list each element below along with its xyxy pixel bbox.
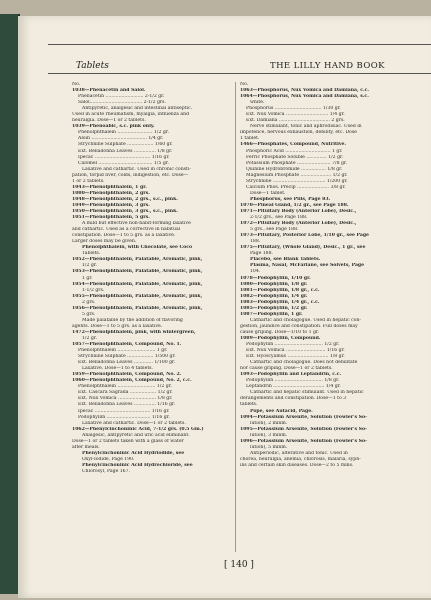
text-line: tablets. <box>240 402 258 408</box>
text-line: 1059—Phenolphthalein, Compound, No. 2. <box>72 372 182 378</box>
text-line: Tablets. <box>82 251 101 257</box>
text-line: Ext. Damiana ................................... 2 grs. <box>246 118 345 124</box>
text-line: Dose—1 or 2 tablets taken with a glass of water <box>72 438 184 444</box>
text-line: 1057—Phenolphthalein, Compound, No. 1. <box>72 342 182 348</box>
text-line: Page 188. <box>250 251 273 257</box>
text-line: No. <box>72 82 81 87</box>
text-line: Phenylcinchoninic Acid Hydrochloride, see <box>82 462 193 468</box>
text-line: Phosphoric Acid ............................... 1 gr. <box>246 148 343 154</box>
text-line: after meals. <box>72 444 100 450</box>
text-line: 1054—Phenolphthalein, Palatable, Aromatic, pink, <box>72 281 203 287</box>
text-line: 104. <box>250 269 261 275</box>
text-line: 1093—Podophyllin and Leptandrin, c.c. <box>240 372 342 378</box>
text-line: 1087—Podophyllin, 1 gr. <box>240 311 303 317</box>
text-line: lution), 5 minm. <box>250 444 288 450</box>
text-line: Dose—1 tablet. <box>250 190 286 196</box>
text-line: and cathartic. Used as a corrective in habitual <box>72 227 181 233</box>
text-line: Salol.................................... 2-1/2 grs. <box>78 100 166 106</box>
text-line: agents. Dose—1 to 5 grs. as a laxative. <box>72 323 163 329</box>
text-line: Antipyretic, analgesic and intestinal antiseptic. <box>82 106 193 112</box>
text-line: 1096—Potassium Arsenite, Solution (Fowler's So- <box>240 438 367 444</box>
text-line: 1085—Podophyllin, 1/2 gr. <box>240 305 308 311</box>
text-line: Ext. Hyoscyamus ............................ 1/8 gr. <box>246 354 345 360</box>
text-line: constipation. Dose—1 to 5 grs. as a laxative. <box>72 233 176 239</box>
text-line: pation, torpid liver, colds, indigestion, etc. Dose— <box>72 172 189 178</box>
text-line: 1 gr. <box>82 275 93 281</box>
text-line: Strychnine .................................... 1/200 gr. <box>246 178 348 184</box>
text-line: Analgesic, antipyretic and uric acid eliminant. <box>82 432 190 438</box>
text-line: 1078—Podophyllin, 1/10 gr. <box>240 275 311 281</box>
text-line: Chlorosyl, Page 167. <box>82 469 130 474</box>
text-line: 2-1/2 grs., see Page 188. <box>250 215 308 221</box>
text-line: 1053—Phenolphthalein, Palatable, Aromatic, pink, <box>72 269 203 275</box>
text-line: Cathartic and hepatic stimulant. Used in hepatic <box>250 390 364 396</box>
text-line: 1072—Pituitary Body (Anterior Lobe), Desic., <box>240 221 357 227</box>
text-line: 1089—Podophyllin, Compound. <box>240 335 321 341</box>
text-line: white. <box>250 100 265 106</box>
header-rule-top <box>48 44 431 45</box>
text-line: 5 grs., see Page 188. <box>250 227 299 233</box>
text-line: neuralgia. Dose—1 or 2 tablets. <box>72 118 146 124</box>
column-divider <box>235 82 236 552</box>
text-line: 1064—Phosphorus, Nux Vomica and Damiana, s.c. <box>240 94 369 100</box>
text-line: Ext. Nux Vomica ........................... 1/16 gr. <box>246 348 345 354</box>
text-line: 1073—Pituitary, Posterior Lobe, 1/10 gr., see Page <box>240 233 369 239</box>
text-line: 1038—Phenacetin and Salol. <box>72 88 146 94</box>
text-line: 1-1/2 grs. <box>82 287 105 293</box>
text-line: 1075—Pituitary, (Whole Gland), Desic., 1 gr., see <box>240 245 366 251</box>
text-line: 1466—Phosphates, Compound, Nutritive. <box>240 142 347 148</box>
text-line: 1052—Phenolphthalein, Palatable, Aromatic, pink, <box>72 257 203 263</box>
text-line: 188. <box>250 239 261 245</box>
text-line: Plasma, Nasal, McFarlane, see Solvets, Page <box>250 263 365 269</box>
text-line: 1083—Podophyllin, 1/4 gr., c.c. <box>240 299 320 305</box>
header-rule-bottom <box>48 73 431 74</box>
text-line: Larger doses may be given. <box>72 239 137 245</box>
text-line: 5 grs. <box>82 311 96 317</box>
text-line: Placebo, see Blank Tablets. <box>250 257 321 263</box>
text-line: 1080—Podophyllin, 1/8 gr. <box>240 281 308 287</box>
text-line: Nerve stimulant, tonic and aphrodisiac. Used in <box>250 124 362 130</box>
text-line: Phenolphthalein .......................... 1/2 gr. <box>78 384 172 390</box>
text-line: Aloin ...................................... 1/4 gr. <box>78 136 164 142</box>
text-line: 1081—Podophyllin, 1/8 gr., c.c. <box>240 287 320 293</box>
text-line: cause griping. Dose—1/10 to 1 gr. <box>240 329 320 335</box>
text-line: 1039—Phenoabic, s.c. pink only. <box>72 124 155 130</box>
text-line: Phenolphthalein .......................... 1 gr. <box>78 348 168 354</box>
text-line: lution), 2 minm. <box>250 420 288 426</box>
text-line: Used in acute rheumatism, myalgia, influenza and <box>72 112 190 118</box>
text-line: Ferric Phosphate Soluble .............. 1/2 gr. <box>246 154 344 160</box>
text-line: Potassium Phosphate ....................... 7/8 gr. <box>246 160 348 166</box>
text-line: 1071—Pituitary Body (Anterior Lobe), Desic., <box>240 208 357 214</box>
text-line: Ipecac ...................................... 1/16 gr. <box>78 154 170 160</box>
text-line: Cathartic and cholagogue. Used in hepatic con- <box>250 317 361 323</box>
text-line: 1/2 gr. <box>82 263 97 269</box>
text-line: 1 tablet. <box>240 136 260 142</box>
text-line: Laxative. Dose—1 to 4 tablets. <box>82 366 154 372</box>
text-line: 2 grs. <box>82 299 96 305</box>
text-line: 1472—Phenolphthalein, pink, with wintergreen, <box>72 329 196 335</box>
text-line: Strychnine Sulphate .................. 1/500 gr. <box>78 354 176 360</box>
text-line: 1056—Phenolphthalein, Palatable, Aromatic, pink, <box>72 305 203 311</box>
text-line: ilis and certain skin diseases. Dose—2 to 5 mins. <box>240 462 354 468</box>
text-line: 1050—Phenolphthalein, 3 grs., s.c., pink. <box>72 208 178 214</box>
text-line: Pope, see Autacid, Page. <box>250 408 313 414</box>
text-line: impotence, nervous exhaustion, debility, etc. Dose <box>240 130 357 136</box>
text-line: 1095—Potassium Arsenite, Solution (Fowler's So- <box>240 426 367 432</box>
text-line: 1048—Phenolphthalein, 2 grs., s.c., pink. <box>72 196 178 202</box>
text-line: 1062—Phenylcinchoninic Acid, 7-1/2 grs. (0.5 Gm.) <box>72 426 204 432</box>
text-line: Podophyllin ................................. 1/2 gr. <box>246 342 340 348</box>
text-line: Antiperiodic, alterative and tonic. Used in <box>250 450 348 456</box>
text-line: 1060—Phenolphthalein, Compound, No. 2, c.c. <box>72 378 192 384</box>
text-line: 1080—Phenolphthalein, 2 grs. <box>72 190 150 196</box>
right-column <box>240 82 416 469</box>
text-line: 1043—Phenolphthalein, 1 gr. <box>72 184 147 190</box>
text-line: Phenylcinchoninic Acid Hydriodide, see <box>82 450 185 456</box>
text-line: derangements and constipation. Dose—1 to 3 <box>240 396 347 402</box>
text-line: gestion, jaundice and constipation. Full doses may <box>240 323 358 329</box>
text-line: Phenolphthalein ........................ 1/2 gr. <box>78 130 169 136</box>
text-line: Leptandrin ................................... 1/4 gr. <box>246 384 341 390</box>
text-line: Cathartic and cholagogue. Does not debilitate <box>250 360 358 366</box>
text-line: Ext. Belladonna Leaves ............... 1/16 gr. <box>78 402 176 408</box>
text-line: Calcium Phos. Precip ...................... 3/8 gr. <box>246 184 346 190</box>
text-line: Quinine Hydrobromide ................. 1/8 gr. <box>246 166 343 172</box>
text-line: 1049—Phenolphthalein, 3 grs. <box>72 202 150 208</box>
text-line: 1/2 gr. <box>82 335 97 341</box>
text-line: Phosphorus, see Pills, Page 83. <box>250 196 331 202</box>
page-number: [ 140 ] <box>224 560 254 570</box>
text-line: Ext. Belladonna Leaves ............. 1/100 gr. <box>78 360 176 366</box>
text-line: Phenolphthalein, with Chocolate, see Coco <box>82 245 193 251</box>
text-line: 1063—Phosphorus, Nux Vomica and Damiana, c.c. <box>240 88 370 94</box>
text-line: Ipecac ...................................... 1/16 gr. <box>78 408 170 414</box>
book-binding <box>0 14 20 594</box>
text-line: 1082—Podophyllin, 1/4 gr. <box>240 293 308 299</box>
section-title: Tablets <box>76 61 109 71</box>
text-line: Calomel ..................................... 1/5 gr. <box>78 160 169 166</box>
text-line: Ext. Nux Vomica ............................. 1/4 gr. <box>246 112 345 118</box>
text-line: Laxative and cathartic. Used in chronic consti- <box>82 166 191 172</box>
text-line: Podophyllin .............................. 1/16 gr. <box>78 414 170 420</box>
text-line: Strychnine Sulphate .................. 1/60 gr. <box>78 142 173 148</box>
text-line: nor cause griping. Dose—1 or 2 tablets. <box>240 366 333 372</box>
book-title: THE LILLY HAND BOOK <box>270 61 385 71</box>
text-line: 1 or 2 tablets. <box>72 178 105 184</box>
text-line: 1070—Pineal Gland, 1/2 gr., see Page 188. <box>240 202 349 208</box>
text-line: No. <box>240 82 249 87</box>
text-line: Made palatable by the addition of flavoring <box>82 317 183 323</box>
text-line: lution), 3 minm. <box>250 432 288 438</box>
text-line: Ext. Nux Vomica .......................... 1/8 gr. <box>78 396 173 402</box>
text-line: A mild but effective non-habit-forming laxative <box>82 221 191 227</box>
text-line: chorea, neuralgia, anemia, chlorosis, malaria, syph- <box>240 456 361 462</box>
text-line: Ext. Belladonna Leaves ............... 1/8 gr. <box>78 148 173 154</box>
left-column <box>72 82 252 475</box>
text-line: Podophyllin ................................. 1/8 gr. <box>246 378 340 384</box>
text-line: Magnesium Phosphate ..................... 1/2 gr. <box>246 172 348 178</box>
text-line: 1051—Phenolphthalein, 5 grs. <box>72 215 150 221</box>
text-line: Oxyl-Iodide, Page 190. <box>82 456 135 462</box>
text-line: 1055—Phenolphthalein, Palatable, Aromatic, pink, <box>72 293 203 299</box>
text-line: 1094—Potassium Arsenite, Solution (Fowler's So- <box>240 414 367 420</box>
text-line: Laxative and cathartic. Dose—1 or 2 tablets. <box>82 420 186 426</box>
text-line: Ext. Cascara Sagrada .................. 1/2 gr. <box>78 390 173 396</box>
text-line: Phenacetin .......................... 2-1/2 gr. <box>78 94 165 100</box>
text-line: Phosphorus ................................ 1/30 gr. <box>246 106 341 112</box>
